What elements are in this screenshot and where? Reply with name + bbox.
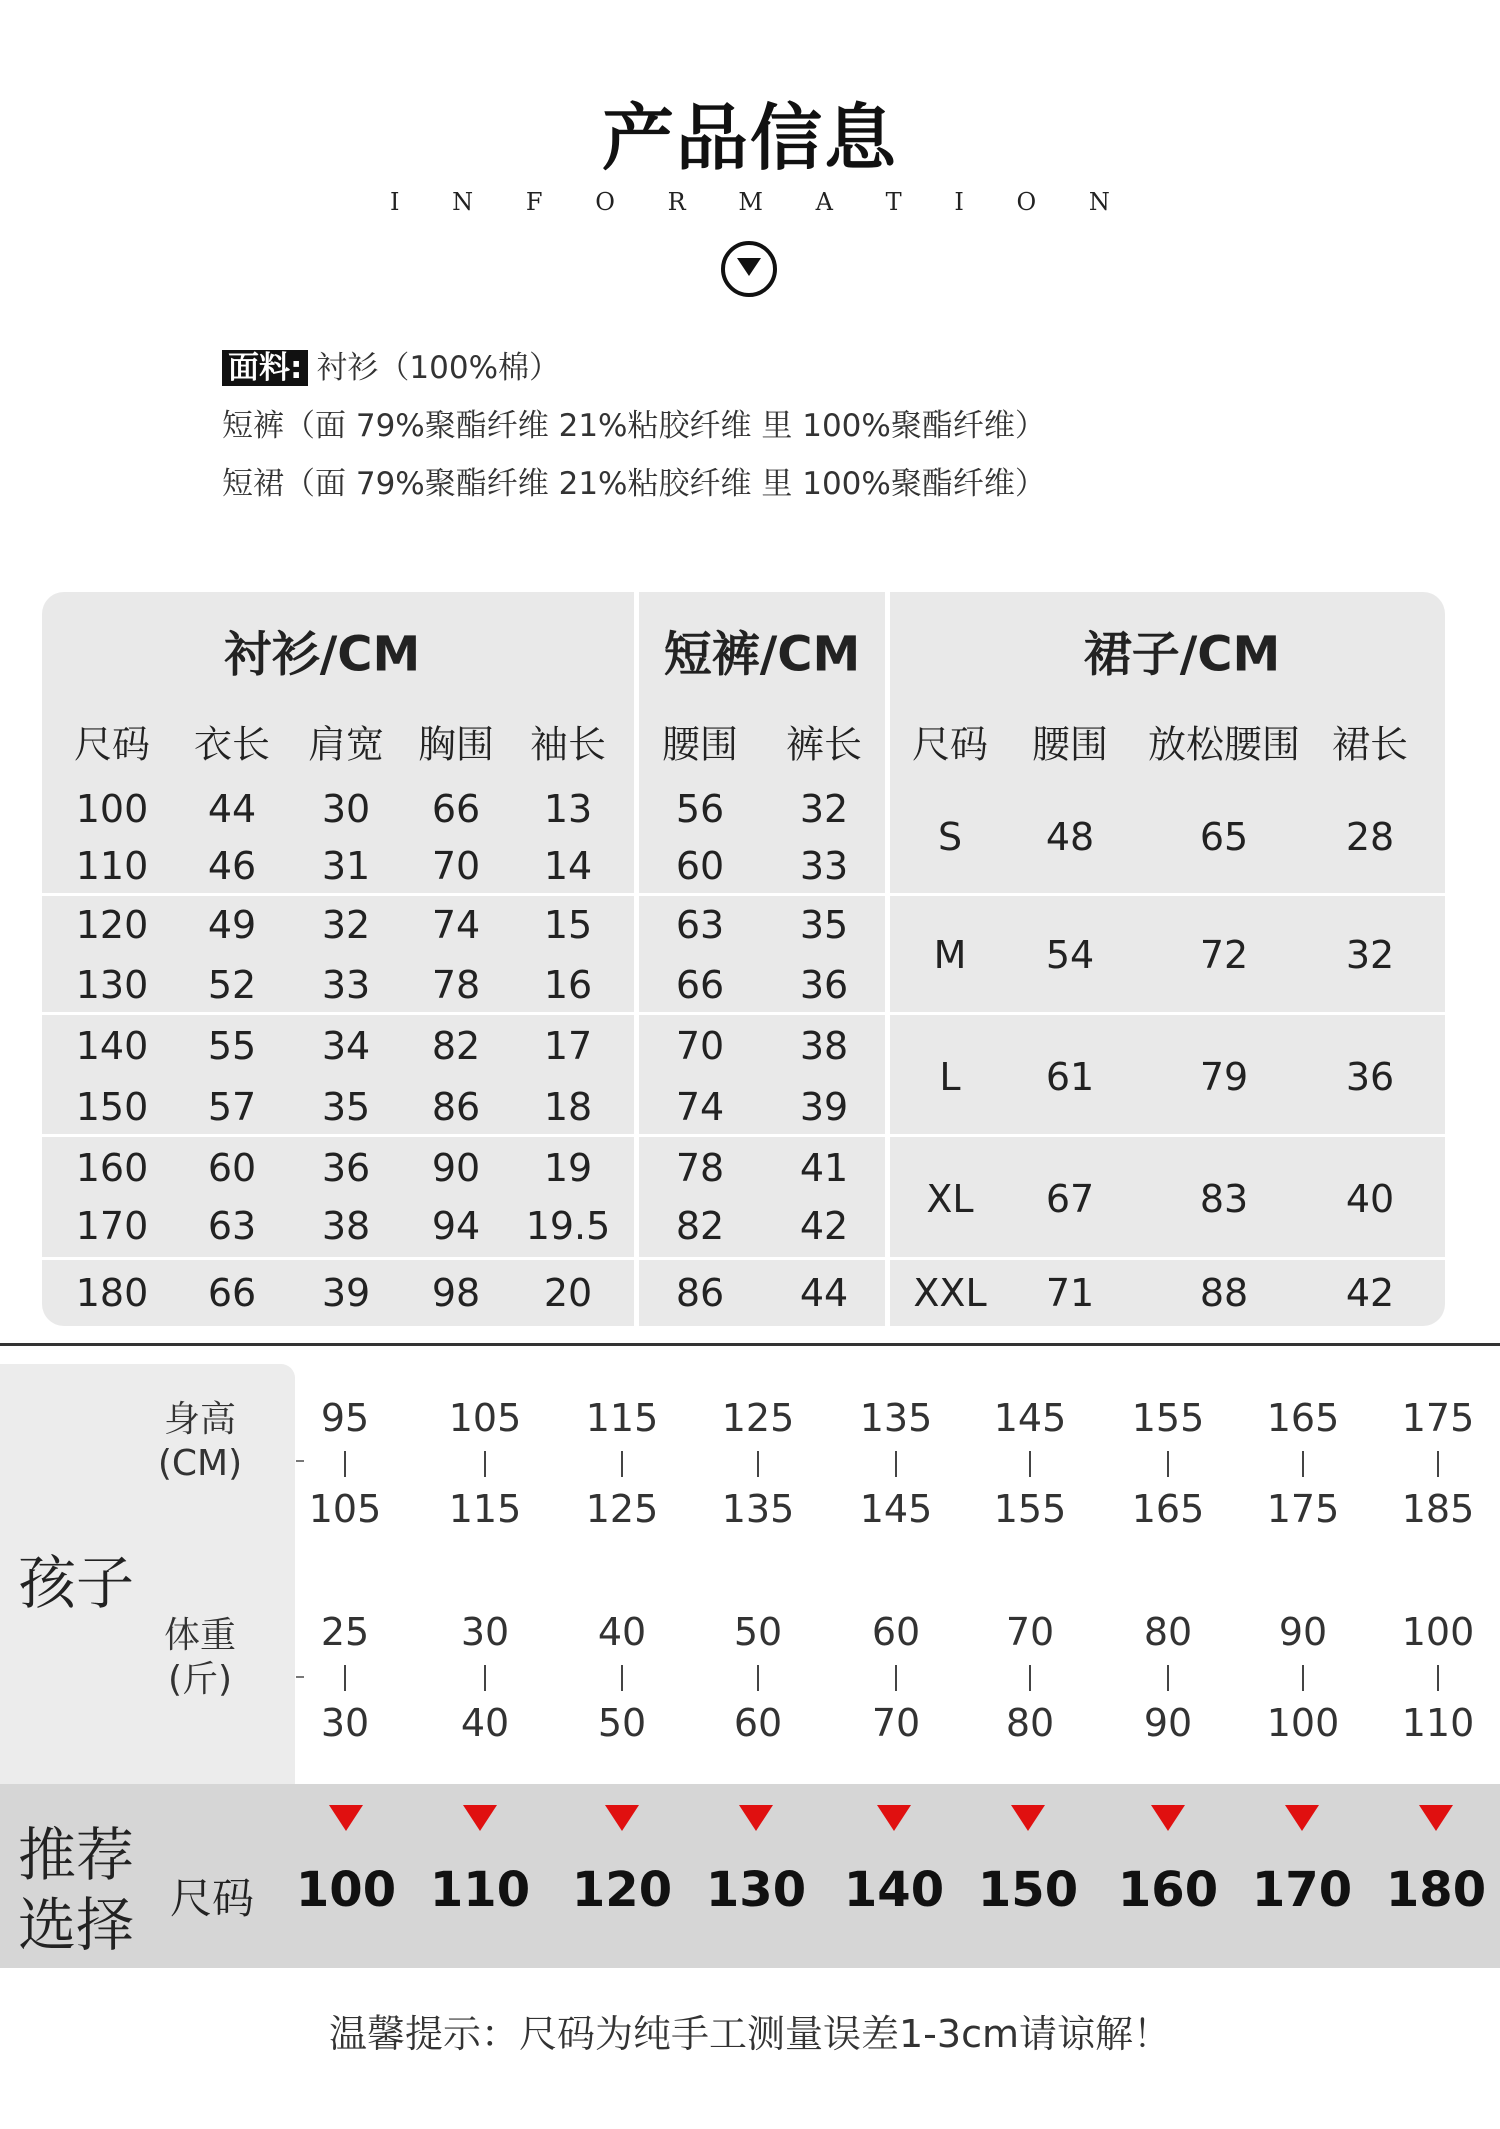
skirt-col-header: 裙长 [1331, 722, 1409, 767]
height-from: 165 [1266, 1396, 1340, 1440]
shirt-cell: 16 [543, 963, 593, 1007]
shirt-cell: 38 [321, 1204, 371, 1248]
shirt-col-header: 尺码 [73, 722, 151, 767]
column-divider [634, 592, 639, 1326]
shorts-cell: 78 [675, 1146, 725, 1190]
shorts-cell: 56 [675, 787, 725, 831]
skirt-cell: 67 [1045, 1177, 1095, 1221]
height-range-bar [1167, 1451, 1169, 1477]
height-to: 185 [1401, 1487, 1475, 1531]
skirt-title: 裙子/CM [1083, 626, 1281, 683]
height-row-marker [296, 1460, 304, 1462]
skirt-cell: 71 [1045, 1271, 1095, 1315]
section-divider [0, 1343, 1500, 1346]
height-range-bar [1437, 1451, 1439, 1477]
weight-range-bar [1167, 1665, 1169, 1691]
fabric-line-shorts: 短裤（面 79%聚酯纤维 21%粘胶纤维 里 100%聚酯纤维） [222, 408, 1046, 444]
page-title: 产品信息 [601, 96, 898, 180]
recommended-size: 170 [1251, 1862, 1353, 1918]
height-from: 125 [721, 1396, 795, 1440]
shorts-cell: 41 [799, 1146, 849, 1190]
height-to: 155 [993, 1487, 1067, 1531]
shirt-cell: 31 [321, 844, 371, 888]
weight-range-bar [621, 1665, 623, 1691]
shirt-cell: 44 [207, 787, 257, 831]
subtitle-letter: O [1016, 188, 1037, 216]
shirt-cell: 66 [431, 787, 481, 831]
skirt-col-header: 放松腰围 [1147, 722, 1301, 767]
recommended-size: 180 [1385, 1862, 1487, 1918]
height-to: 135 [721, 1487, 795, 1531]
height-range-bar [621, 1451, 623, 1477]
height-to: 125 [585, 1487, 659, 1531]
shirt-cell: 13 [543, 787, 593, 831]
recommended-size: 140 [843, 1862, 945, 1918]
shirt-cell: 19.5 [525, 1204, 611, 1248]
fabric-tag: 面料: [222, 350, 308, 386]
shirt-cell: 120 [75, 903, 149, 947]
skirt-cell: 32 [1345, 933, 1395, 977]
weight-range-bar [757, 1665, 759, 1691]
row-divider [42, 893, 1445, 896]
shirt-cell: 52 [207, 963, 257, 1007]
down-triangle-icon [1011, 1805, 1045, 1831]
shirt-cell: 18 [543, 1085, 593, 1129]
skirt-col-header: 腰围 [1031, 722, 1109, 767]
shirt-cell: 39 [321, 1271, 371, 1315]
height-to: 145 [859, 1487, 933, 1531]
fabric-line-skirt: 短裙（面 79%聚酯纤维 21%粘胶纤维 里 100%聚酯纤维） [222, 466, 1046, 502]
shirt-cell: 130 [75, 963, 149, 1007]
shirt-cell: 160 [75, 1146, 149, 1190]
shorts-cell: 32 [799, 787, 849, 831]
skirt-cell: 54 [1045, 933, 1095, 977]
height-label-unit: (CM) [157, 1443, 243, 1484]
shirt-cell: 86 [431, 1085, 481, 1129]
skirt-cell: 72 [1199, 933, 1249, 977]
height-range-bar [344, 1451, 346, 1477]
fabric-shirt-text: 衬衫（100%棉） [316, 350, 561, 386]
recommend-label-line2: 选择 [18, 1891, 135, 1959]
subtitle-letter: R [667, 188, 686, 216]
shirt-cell: 63 [207, 1204, 257, 1248]
height-label [158, 1398, 242, 1486]
weight-label-text: 体重 [163, 1615, 237, 1656]
height-from: 135 [859, 1396, 933, 1440]
weight-to: 100 [1266, 1701, 1340, 1745]
shirt-cell: 32 [321, 903, 371, 947]
height-to: 175 [1266, 1487, 1340, 1531]
shorts-cell: 74 [675, 1085, 725, 1129]
weight-from: 70 [1005, 1610, 1055, 1654]
chevron-down-icon [721, 241, 777, 297]
recommend-label-line1: 推荐 [18, 1821, 135, 1889]
shirt-cell: 20 [543, 1271, 593, 1315]
skirt-cell: 48 [1045, 815, 1095, 859]
recommended-size: 150 [977, 1862, 1079, 1918]
shorts-cell: 42 [799, 1204, 849, 1248]
shirt-cell: 110 [75, 844, 149, 888]
shirt-title: 衬衫/CM [223, 626, 421, 683]
skirt-cell: 36 [1345, 1055, 1395, 1099]
shirt-cell: 36 [321, 1146, 371, 1190]
down-triangle-icon [1419, 1805, 1453, 1831]
shirt-cell: 60 [207, 1146, 257, 1190]
shorts-cell: 63 [675, 903, 725, 947]
weight-to: 60 [733, 1701, 783, 1745]
weight-row-marker [296, 1676, 304, 1678]
shirt-cell: 35 [321, 1085, 371, 1129]
shorts-cell: 39 [799, 1085, 849, 1129]
shirt-cell: 74 [431, 903, 481, 947]
shorts-cell: 66 [675, 963, 725, 1007]
skirt-cell: XXL [913, 1271, 987, 1315]
weight-range-bar [1302, 1665, 1304, 1691]
weight-from: 100 [1401, 1610, 1475, 1654]
row-divider [42, 1012, 1445, 1015]
weight-to: 40 [460, 1701, 510, 1745]
height-label-text: 身高 [163, 1399, 237, 1440]
skirt-cell: 79 [1199, 1055, 1249, 1099]
shirt-cell: 98 [431, 1271, 481, 1315]
information-subtitle [390, 188, 1110, 216]
weight-from: 60 [871, 1610, 921, 1654]
weight-to: 70 [871, 1701, 921, 1745]
shirt-cell: 66 [207, 1271, 257, 1315]
down-triangle-icon [1285, 1805, 1319, 1831]
height-to: 115 [448, 1487, 522, 1531]
down-triangle-icon [877, 1805, 911, 1831]
down-triangle-icon [739, 1805, 773, 1831]
skirt-cell: 88 [1199, 1271, 1249, 1315]
shorts-cell: 60 [675, 844, 725, 888]
subtitle-letter: O [595, 188, 615, 216]
shorts-title: 短裤/CM [663, 626, 861, 683]
shirt-cell: 94 [431, 1204, 481, 1248]
weight-from: 25 [320, 1610, 370, 1654]
weight-to: 110 [1401, 1701, 1475, 1745]
subtitle-letter: I [390, 188, 400, 216]
subtitle-letter: N [1088, 188, 1110, 216]
weight-range-bar [895, 1665, 897, 1691]
height-from: 175 [1401, 1396, 1475, 1440]
shirt-col-header: 胸围 [417, 722, 495, 767]
subtitle-letter: N [452, 188, 474, 216]
shirt-cell: 46 [207, 844, 257, 888]
weight-to: 80 [1005, 1701, 1055, 1745]
shirt-cell: 17 [543, 1024, 593, 1068]
subtitle-letter: A [815, 188, 833, 216]
shirt-cell: 150 [75, 1085, 149, 1129]
row-divider [42, 1134, 1445, 1137]
skirt-cell: M [933, 933, 967, 977]
shirt-cell: 140 [75, 1024, 149, 1068]
shirt-cell: 34 [321, 1024, 371, 1068]
recommended-size: 110 [429, 1862, 531, 1918]
shirt-cell: 33 [321, 963, 371, 1007]
shorts-cell: 82 [675, 1204, 725, 1248]
fabric-line-shirt [222, 342, 560, 387]
shorts-cell: 35 [799, 903, 849, 947]
column-divider [885, 592, 890, 1326]
kids-label: 孩子 [18, 1549, 135, 1617]
height-from: 115 [585, 1396, 659, 1440]
skirt-cell: L [939, 1055, 961, 1099]
shorts-col-header: 裤长 [785, 722, 863, 767]
shorts-cell: 38 [799, 1024, 849, 1068]
shirt-col-header: 袖长 [529, 722, 607, 767]
height-from: 145 [993, 1396, 1067, 1440]
weight-to: 50 [597, 1701, 647, 1745]
height-range-bar [1029, 1451, 1031, 1477]
skirt-cell: XL [926, 1177, 974, 1221]
skirt-cell: 42 [1345, 1271, 1395, 1315]
shirt-cell: 15 [543, 903, 593, 947]
height-range-bar [757, 1451, 759, 1477]
recommended-size: 100 [295, 1862, 397, 1918]
weight-from: 40 [597, 1610, 647, 1654]
shirt-cell: 180 [75, 1271, 149, 1315]
weight-range-bar [1029, 1665, 1031, 1691]
subtitle-letter: F [525, 188, 543, 216]
recommended-size: 120 [571, 1862, 673, 1918]
shirt-cell: 100 [75, 787, 149, 831]
shirt-cell: 30 [321, 787, 371, 831]
shirt-col-header: 肩宽 [307, 722, 385, 767]
weight-to: 90 [1143, 1701, 1193, 1745]
down-triangle-icon [605, 1805, 639, 1831]
shorts-cell: 70 [675, 1024, 725, 1068]
down-triangle-icon [1151, 1805, 1185, 1831]
shirt-cell: 49 [207, 903, 257, 947]
shirt-col-header: 衣长 [193, 722, 271, 767]
skirt-cell: 28 [1345, 815, 1395, 859]
shirt-cell: 57 [207, 1085, 257, 1129]
height-to: 165 [1131, 1487, 1205, 1531]
height-to: 105 [308, 1487, 382, 1531]
height-range-bar [895, 1451, 897, 1477]
measurement-tip: 温馨提示：尺码为纯手工测量误差1-3cm请谅解！ [329, 2012, 1171, 2056]
weight-label [164, 1614, 236, 1702]
shirt-cell: 70 [431, 844, 481, 888]
skirt-cell: 61 [1045, 1055, 1095, 1099]
weight-from: 30 [460, 1610, 510, 1654]
subtitle-letter: T [885, 188, 902, 216]
subtitle-letter: I [954, 188, 964, 216]
weight-range-bar [484, 1665, 486, 1691]
shorts-cell: 36 [799, 963, 849, 1007]
shirt-cell: 90 [431, 1146, 481, 1190]
shirt-cell: 14 [543, 844, 593, 888]
recommended-size: 130 [705, 1862, 807, 1918]
weight-to: 30 [320, 1701, 370, 1745]
shirt-cell: 170 [75, 1204, 149, 1248]
down-triangle-icon [463, 1805, 497, 1831]
weight-from: 90 [1278, 1610, 1328, 1654]
skirt-cell: 83 [1199, 1177, 1249, 1221]
skirt-cell: 65 [1199, 815, 1249, 859]
shorts-col-header: 腰围 [661, 722, 739, 767]
subtitle-letter: M [738, 188, 763, 216]
weight-from: 80 [1143, 1610, 1193, 1654]
shorts-cell: 44 [799, 1271, 849, 1315]
row-divider [42, 1257, 1445, 1260]
height-range-bar [484, 1451, 486, 1477]
recommended-size: 160 [1117, 1862, 1219, 1918]
height-range-bar [1302, 1451, 1304, 1477]
weight-range-bar [1437, 1665, 1439, 1691]
shorts-cell: 33 [799, 844, 849, 888]
shorts-cell: 86 [675, 1271, 725, 1315]
height-from: 105 [448, 1396, 522, 1440]
shirt-cell: 78 [431, 963, 481, 1007]
skirt-cell: S [937, 815, 963, 859]
skirt-cell: 40 [1345, 1177, 1395, 1221]
weight-from: 50 [733, 1610, 783, 1654]
down-triangle-icon [329, 1805, 363, 1831]
shirt-cell: 19 [543, 1146, 593, 1190]
shirt-cell: 55 [207, 1024, 257, 1068]
recommend-size-label: 尺码 [170, 1874, 255, 1923]
weight-range-bar [344, 1665, 346, 1691]
skirt-col-header: 尺码 [911, 722, 989, 767]
recommend-label [18, 1820, 134, 1960]
shirt-cell: 82 [431, 1024, 481, 1068]
weight-label-unit: (斤) [167, 1659, 233, 1700]
height-from: 95 [320, 1396, 370, 1440]
height-from: 155 [1131, 1396, 1205, 1440]
